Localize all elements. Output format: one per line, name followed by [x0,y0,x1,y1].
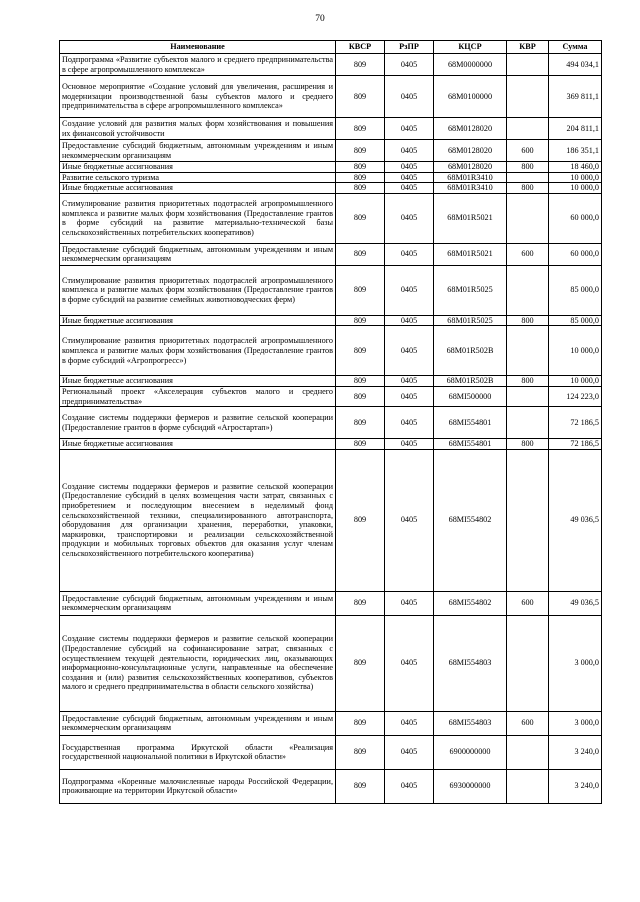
row-rzpr: 0405 [385,386,434,406]
row-kvsr: 809 [336,386,385,406]
header-kvr: КВР [507,41,549,54]
table-row [60,243,602,265]
row-kvsr: 809 [336,315,385,326]
row-rzpr: 0405 [385,326,434,376]
table-row [60,183,602,194]
row-kcsr: 68МI554802 [434,591,507,615]
row-kvr [507,54,549,76]
row-name: Основное мероприятие «Создание условий для увеличения, расширения и модернизации производственной базы субъектов малого и среднего предпринимательства в сфере агропромышленного комплекса» [60,76,336,118]
row-kcsr: 68М01R5021 [434,193,507,243]
row-kvr [507,769,549,803]
row-kvsr: 809 [336,769,385,803]
table-row [60,407,602,439]
row-name: Иные бюджетные ассигнования [60,183,336,194]
row-name: Иные бюджетные ассигнования [60,439,336,450]
row-sum: 60 000,0 [549,243,602,265]
row-kcsr: 68МI554801 [434,439,507,450]
row-kcsr: 68М01R502В [434,376,507,387]
row-kcsr: 6930000000 [434,769,507,803]
row-name: Создание системы поддержки фермеров и развитие сельской кооперации (Предоставление грантов в форме субсидий «Агростартап») [60,407,336,439]
table-row [60,386,602,406]
row-kvsr: 809 [336,172,385,183]
row-kcsr: 68МI500000 [434,386,507,406]
row-kcsr: 68М01R5021 [434,243,507,265]
table-row [60,591,602,615]
row-rzpr: 0405 [385,735,434,769]
row-kvr [507,193,549,243]
row-sum: 85 000,0 [549,265,602,315]
row-rzpr: 0405 [385,76,434,118]
table-row [60,376,602,387]
row-name: Предоставление субсидий бюджетным, автономным учреждениям и иным некоммерческим организациям [60,711,336,735]
row-kvr [507,76,549,118]
table-row [60,769,602,803]
row-kcsr: 68М0128020 [434,118,507,140]
row-name: Предоставление субсидий бюджетным, автономным учреждениям и иным некоммерческим организациям [60,591,336,615]
row-sum: 60 000,0 [549,193,602,243]
row-kcsr: 68М0128020 [434,140,507,162]
row-kcsr: 6900000000 [434,735,507,769]
table-row [60,76,602,118]
row-kvr [507,615,549,711]
row-kvsr: 809 [336,118,385,140]
row-kcsr: 68М0000000 [434,54,507,76]
row-kcsr: 68М01R5025 [434,265,507,315]
row-name: Стимулирование развития приоритетных подотраслей агропромышленного комплекса и развитие малых форм хозяйствования (Предоставление грантов в форме субсидий «Агропрогресс») [60,326,336,376]
row-kvsr: 809 [336,439,385,450]
row-name: Подпрограмма «Развитие субъектов малого и среднего предпринимательства в сфере агропромышленного комплекса» [60,54,336,76]
table-row [60,193,602,243]
row-name: Иные бюджетные ассигнования [60,162,336,173]
row-kcsr: 68М01R5025 [434,315,507,326]
row-kvr: 600 [507,591,549,615]
row-kvsr: 809 [336,183,385,194]
row-kcsr: 68МI554803 [434,615,507,711]
row-kvsr: 809 [336,193,385,243]
row-sum: 3 240,0 [549,769,602,803]
row-rzpr: 0405 [385,118,434,140]
row-kvsr: 809 [336,54,385,76]
table-row [60,162,602,173]
row-rzpr: 0405 [385,711,434,735]
row-kvsr: 809 [336,243,385,265]
row-sum: 124 223,0 [549,386,602,406]
header-kvsr: КВСР [336,41,385,54]
row-kvsr: 809 [336,591,385,615]
row-rzpr: 0405 [385,439,434,450]
row-name: Создание системы поддержки фермеров и развитие сельской кооперации (Предоставление субсидий на софинансирование затрат, связанных с осуществлением текущей деятельности, юридических лиц, оказывающих информационно-консультационные услуги, направленные на обеспечение создания и (или) развития сельскохозяйственных кооперативов, субъектов малого и среднего предпринимательства в области сельского хозяйства) [60,615,336,711]
row-name: Создание условий для развития малых форм хозяйствования и повышения их финансовой устойчивости [60,118,336,140]
table-row [60,265,602,315]
row-rzpr: 0405 [385,591,434,615]
row-name: Создание системы поддержки фермеров и развитие сельской кооперации (Предоставление субсидий в целях возмещения части затрат, связанных с приобретением и последующим внесением в неделимый фонд сельскохозяйственной техники, специализированного автотранспорта, оборудования для организации хранения, переработки, упаковки, маркировки, транспортировки и реализации сельскохозяйственной продукции и мобильных торговых объектов для оказания услуг членам сельскохозяйственного потребительского кооператива) [60,449,336,591]
row-kcsr: 68М0100000 [434,76,507,118]
row-sum: 10 000,0 [549,376,602,387]
row-kvr [507,118,549,140]
row-sum: 72 186,5 [549,439,602,450]
row-rzpr: 0405 [385,315,434,326]
table-header-row [60,41,602,54]
table-row [60,711,602,735]
page-number: 70 [315,14,325,24]
row-kvsr: 809 [336,376,385,387]
row-kvsr: 809 [336,265,385,315]
row-kvsr: 809 [336,326,385,376]
row-name: Развитие сельского туризма [60,172,336,183]
table-row [60,615,602,711]
row-kvr: 800 [507,376,549,387]
row-sum: 10 000,0 [549,172,602,183]
row-kvr [507,407,549,439]
table-row [60,172,602,183]
row-sum: 369 811,1 [549,76,602,118]
row-kcsr: 68М01R3410 [434,183,507,194]
table-row [60,118,602,140]
row-name: Иные бюджетные ассигнования [60,315,336,326]
row-name: Стимулирование развития приоритетных подотраслей агропромышленного комплекса и развитие малых форм хозяйствования (Предоставление грантов в форме субсидий на развитие семейных животноводческих ферм) [60,265,336,315]
row-name: Предоставление субсидий бюджетным, автономным учреждениям и иным некоммерческим организациям [60,140,336,162]
table-row [60,54,602,76]
row-kcsr: 68МI554802 [434,449,507,591]
row-kvr: 800 [507,183,549,194]
row-rzpr: 0405 [385,376,434,387]
row-kvr: 800 [507,315,549,326]
row-sum: 10 000,0 [549,326,602,376]
row-kvsr: 809 [336,711,385,735]
table-row [60,326,602,376]
row-kvr: 600 [507,140,549,162]
row-kvr [507,449,549,591]
row-kcsr: 68М0128020 [434,162,507,173]
row-sum: 49 036,5 [549,449,602,591]
header-kcsr: КЦСР [434,41,507,54]
header-rzpr: РзПР [385,41,434,54]
row-kvr: 800 [507,162,549,173]
row-rzpr: 0405 [385,769,434,803]
row-kvsr: 809 [336,140,385,162]
row-rzpr: 0405 [385,243,434,265]
header-name: Наименование [60,41,336,54]
row-sum: 10 000,0 [549,183,602,194]
row-rzpr: 0405 [385,162,434,173]
table-row [60,439,602,450]
row-kvr: 600 [507,243,549,265]
row-kcsr: 68М01R3410 [434,172,507,183]
row-sum: 85 000,0 [549,315,602,326]
row-sum: 72 186,5 [549,407,602,439]
row-kvsr: 809 [336,76,385,118]
row-rzpr: 0405 [385,183,434,194]
row-kvr [507,735,549,769]
header-sum: Сумма [549,41,602,54]
row-kvsr: 809 [336,407,385,439]
row-kvsr: 809 [336,615,385,711]
row-name: Предоставление субсидий бюджетным, автономным учреждениям и иным некоммерческим организациям [60,243,336,265]
row-sum: 49 036,5 [549,591,602,615]
row-sum: 3 000,0 [549,615,602,711]
row-kvr [507,386,549,406]
row-kcsr: 68МI554801 [434,407,507,439]
row-kvsr: 809 [336,449,385,591]
row-sum: 186 351,1 [549,140,602,162]
row-kvr: 600 [507,711,549,735]
row-sum: 18 460,0 [549,162,602,173]
table-row [60,140,602,162]
table-row [60,449,602,591]
row-kvsr: 809 [336,162,385,173]
row-name: Региональный проект «Акселерация субъектов малого и среднего предпринимательства» [60,386,336,406]
row-sum: 3 240,0 [549,735,602,769]
row-name: Стимулирование развития приоритетных подотраслей агропромышленного комплекса и развитие малых форм хозяйствования (Предоставление грантов в форме субсидий на развитие материально-технической базы сельскохозяйственных потребительских кооперативов) [60,193,336,243]
row-rzpr: 0405 [385,140,434,162]
row-rzpr: 0405 [385,54,434,76]
row-rzpr: 0405 [385,193,434,243]
row-kvr [507,265,549,315]
row-sum: 204 811,1 [549,118,602,140]
table-row [60,735,602,769]
row-kvr: 800 [507,439,549,450]
row-sum: 494 034,1 [549,54,602,76]
row-rzpr: 0405 [385,615,434,711]
row-kcsr: 68МI554803 [434,711,507,735]
row-rzpr: 0405 [385,407,434,439]
row-kvr [507,326,549,376]
row-rzpr: 0405 [385,172,434,183]
budget-table [59,40,602,804]
row-sum: 3 000,0 [549,711,602,735]
row-rzpr: 0405 [385,265,434,315]
row-name: Подпрограмма «Коренные малочисленные народы Российской Федерации, проживающие на территории Иркутской области» [60,769,336,803]
row-kcsr: 68М01R502В [434,326,507,376]
row-name: Иные бюджетные ассигнования [60,376,336,387]
row-rzpr: 0405 [385,449,434,591]
row-kvsr: 809 [336,735,385,769]
row-name: Государственная программа Иркутской области «Реализация государственной национальной политики в Иркутской области» [60,735,336,769]
row-kvr [507,172,549,183]
table-row [60,315,602,326]
